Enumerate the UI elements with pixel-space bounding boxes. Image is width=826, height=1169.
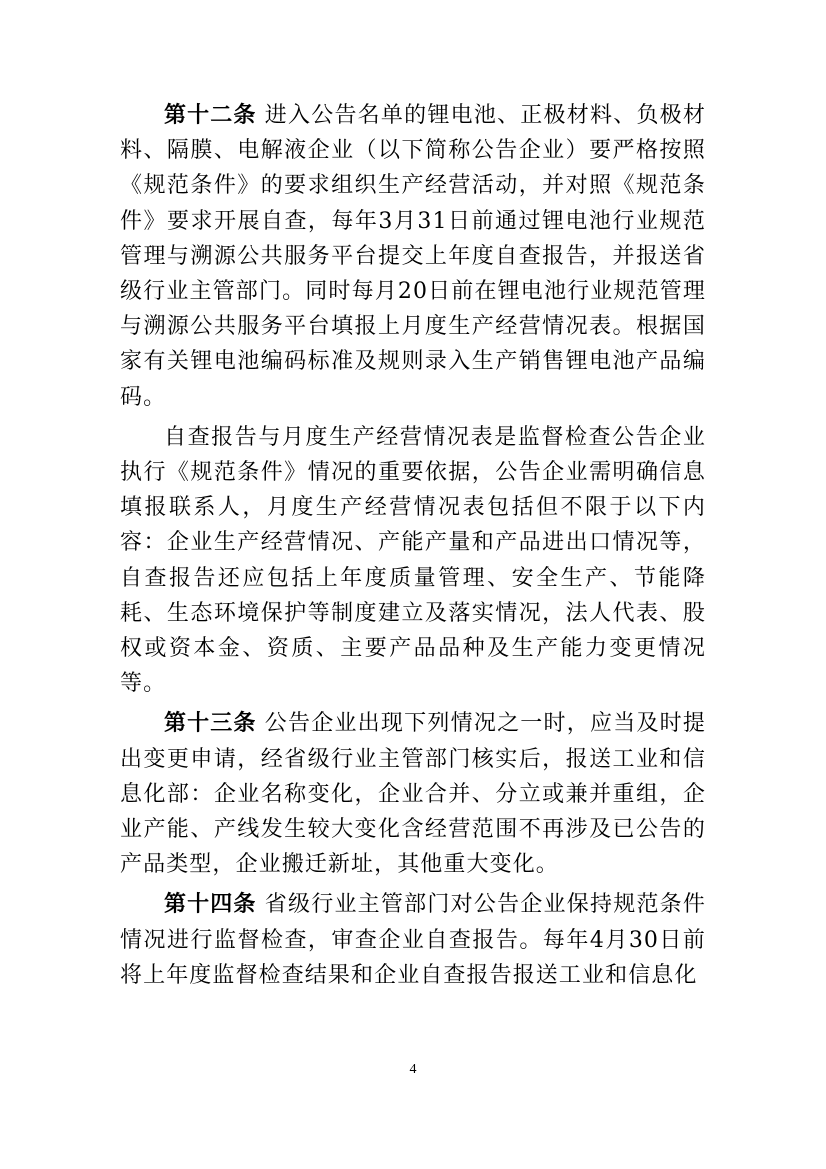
article-14-paragraph bbox=[120, 887, 706, 993]
article-14-heading: 第十四条 bbox=[164, 892, 257, 918]
self-check-paragraph: 自查报告与月度生产经营情况表是监督检查公告企业执行《规范条件》情况的重要依据，公告企业需明确信息填报联系人，月度生产经营情况表包括但不限于以下内容：企业生产经营情况、产能产量和产品进出口情况等，自查报告还应包括上年度质量管理、安全生产、节能降耗、生态环境保护等制度建立及落实情况，法人代表、股权或资本金、资质、主要产品品种及生产能力变更情况等。 bbox=[120, 424, 706, 697]
article-13-heading: 第十三条 bbox=[164, 711, 257, 737]
article-14-body: 省级行业主管部门对公告企业保持规范条件情况进行监督检查，审查企业自查报告。每年4月30日前将上年度监督检查结果和企业自查报告报送工业和信息化 bbox=[120, 892, 707, 988]
article-13-body: 公告企业出现下列情况之一时，应当及时提出变更申请，经省级行业主管部门核实后，报送工业和信息化部：企业名称变化，企业合并、分立或兼并重组，企业产能、产线发生较大变化含经营范围不再涉及已公告的产品类型，企业搬迁新址，其他重大变化。 bbox=[120, 711, 707, 878]
article-13-paragraph bbox=[120, 706, 706, 882]
article-12-body: 进入公告名单的锂电池、正极材料、负极材料、隔膜、电解液企业（以下简称公告企业）要严格按照《规范条件》的要求组织生产经营活动，并对照《规范条件》要求开展自查，每年3月31日前通过锂电池行业规范管理与溯源公共服务平台提交上年度自查报告，并报送省级行业主管部门。同时每月20日前在锂电池行业规范管理与溯源公共服务平台填报上月度生产经营情况表。根据国家有关锂电池编码标准及规则录入生产销售锂电池产品编码。 bbox=[120, 103, 707, 410]
page-number: 4 bbox=[409, 1062, 417, 1077]
article-12-heading: 第十二条 bbox=[164, 103, 257, 128]
document-page bbox=[120, 98, 706, 993]
article-12-paragraph bbox=[120, 98, 706, 415]
